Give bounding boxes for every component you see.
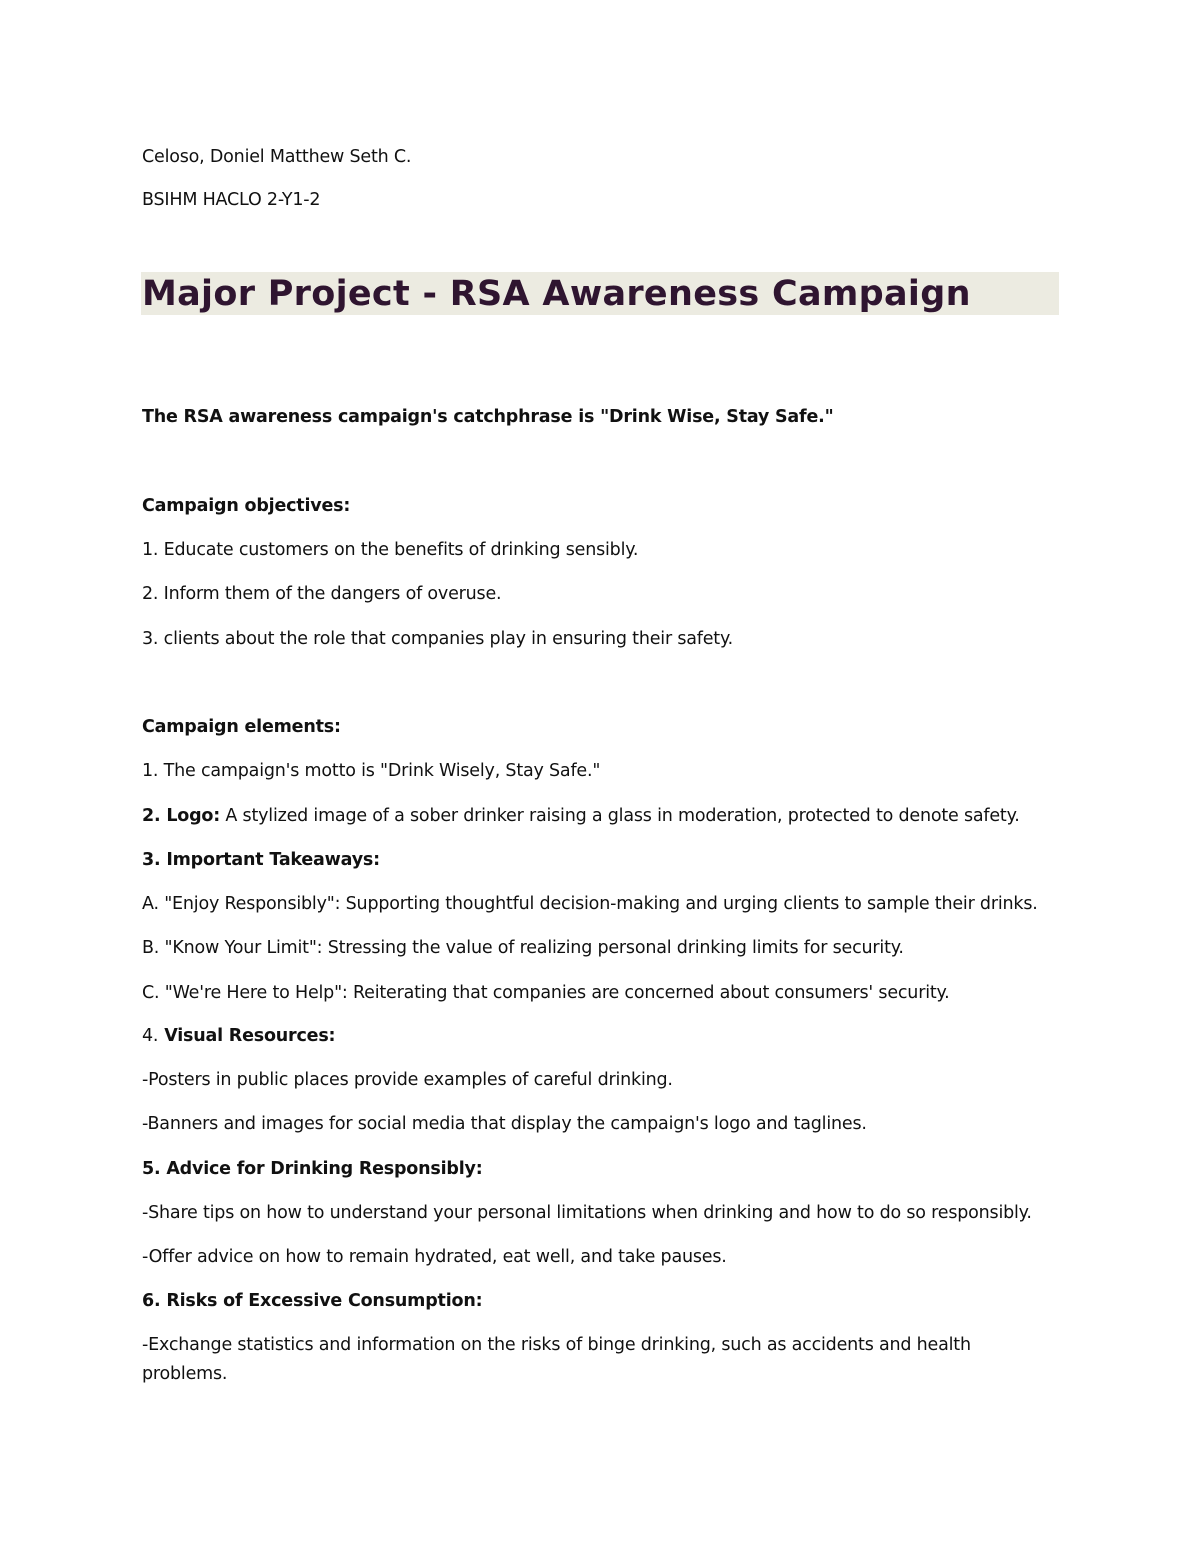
- advice-item: -Offer advice on how to remain hydrated, eat well, and take pauses.: [142, 1247, 727, 1267]
- motto-line: 1. The campaign's motto is "Drink Wisely, Stay Safe.": [142, 761, 601, 781]
- class-section: BSIHM HACLO 2-Y1-2: [142, 190, 321, 210]
- visual-item: -Banners and images for social media that display the campaign's logo and taglines.: [142, 1114, 867, 1134]
- visual-number: 4.: [142, 1026, 159, 1046]
- page-title: Major Project - RSA Awareness Campaign: [142, 274, 971, 314]
- visual-heading: [142, 1025, 335, 1047]
- takeaway-item: A. "Enjoy Responsibly": Supporting thoughtful decision-making and urging clients to sample their drinks.: [142, 894, 1038, 914]
- catchphrase: The RSA awareness campaign's catchphrase is "Drink Wise, Stay Safe.": [142, 407, 834, 427]
- takeaway-item: C. "We're Here to Help": Reiterating that companies are concerned about consumers' security.: [142, 983, 950, 1003]
- risks-item: -Exchange statistics and information on the risks of binge drinking, such as accidents and health: [142, 1335, 971, 1355]
- takeaways-heading: 3. Important Takeaways:: [142, 850, 380, 870]
- objective-item: 3. clients about the role that companies play in ensuring their safety.: [142, 629, 733, 649]
- visual-item: -Posters in public places provide examples of careful drinking.: [142, 1070, 673, 1090]
- advice-heading: 5. Advice for Drinking Responsibly:: [142, 1159, 483, 1179]
- logo-text: A stylized image of a sober drinker raising a glass in moderation, protected to denote safety.: [220, 806, 1020, 826]
- author-name: Celoso, Doniel Matthew Seth C.: [142, 147, 412, 167]
- objective-item: 1. Educate customers on the benefits of drinking sensibly.: [142, 540, 639, 560]
- risks-item-continued: problems.: [142, 1364, 228, 1384]
- takeaway-item: B. "Know Your Limit": Stressing the value of realizing personal drinking limits for security.: [142, 938, 904, 958]
- risks-heading: 6. Risks of Excessive Consumption:: [142, 1291, 483, 1311]
- elements-heading: Campaign elements:: [142, 717, 341, 737]
- logo-label: 2. Logo:: [142, 806, 221, 826]
- objective-item: 2. Inform them of the dangers of overuse.: [142, 584, 502, 604]
- objectives-heading: Campaign objectives:: [142, 496, 351, 516]
- visual-label: Visual Resources:: [158, 1026, 336, 1046]
- logo-line: [142, 805, 1020, 827]
- advice-item: -Share tips on how to understand your personal limitations when drinking and how to do so responsibly.: [142, 1203, 1032, 1223]
